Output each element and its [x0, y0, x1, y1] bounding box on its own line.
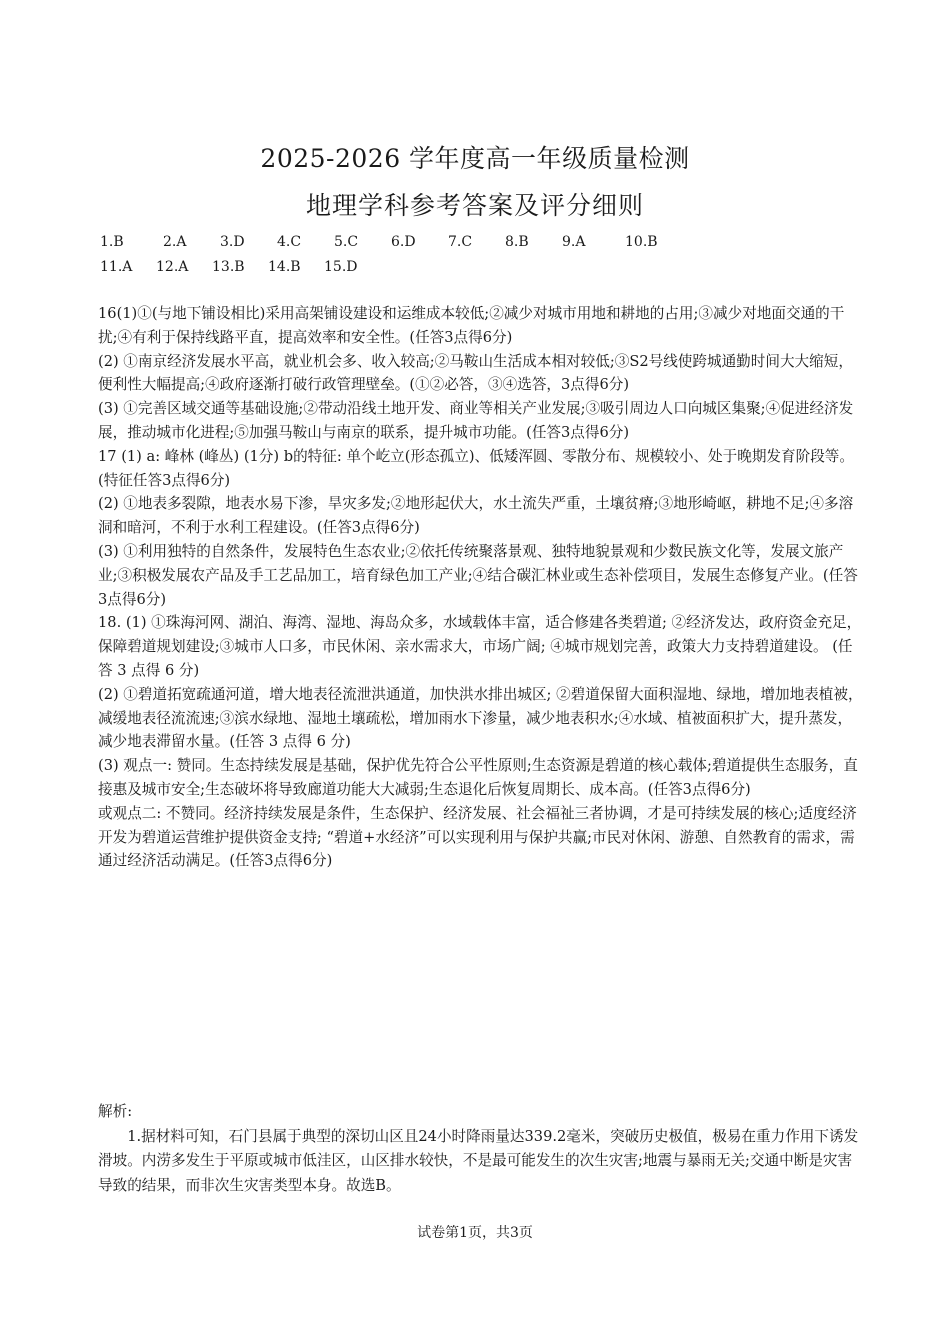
- mc-answer: 8.B: [505, 234, 529, 250]
- answer-paragraph: (3) 观点一: 赞同。生态持续发展是基础，保护优先符合公平性原则;生态资源是碧道的核心载体;碧道提供生态服务，直接惠及城市安全;生态破坏将导致廊道功能大大减弱;生态退化后恢复周期长、成本高。(任答3点得6分): [98, 757, 858, 798]
- answer-paragraph: 17 (1) a: 峰林 (峰丛) (1分) b的特征: 单个屹立(形态孤立)、低矮浑圆、零散分布、规模较小、处于晚期发育阶段等。(特征任答3点得6分): [98, 447, 854, 489]
- mc-answer: 2.A: [163, 234, 187, 250]
- mc-answer: 15.D: [324, 259, 358, 275]
- answer-paragraph: 16(1)①(与地下铺设相比)采用高架铺设建设和运维成本较低;②减少对城市用地和耕地的占用;③减少对地面交通的干扰;④有利于保持线路平直，提高效率和安全性。(任答3点得6分): [98, 305, 845, 346]
- mc-answer: 12.A: [156, 259, 189, 275]
- answer-paragraph: (2) ①碧道拓宽疏通河道，增大地表径流泄洪通道，加快洪水排出城区; ②碧道保留大面积湿地、绿地，增加地表植被，减缓地表径流流速;③滨水绿地、湿地土壤疏松，增加雨水下渗量，减少地表积水;④水域、植被面积扩大，提升蒸发，减少地表滞留水量。(任答 3 点得 6 分): [98, 685, 863, 751]
- analysis-heading: 解析:: [98, 1103, 133, 1120]
- answer-paragraph: (3) ①完善区域交通等基础设施;②带动沿线土地开发、商业等相关产业发展;③吸引周边人口向城区集聚;④促进经济发展，推动城市化进程;⑤加强马鞍山与南京的联系，提升城市功能。(任答3点得6分): [98, 400, 854, 441]
- mc-answer: 11.A: [100, 259, 133, 275]
- mc-answer: 3.D: [220, 234, 245, 250]
- mc-answer: 14.B: [268, 259, 301, 275]
- answer-paragraph: 18. (1) ①珠海河网、湖泊、海湾、湿地、海岛众多，水域载体丰富，适合修建各类碧道; ②经济发达，政府资金充足，保障碧道规划建设;③城市人口多，市民休闲、亲水需求大，市场广阔; ④城市规划完善，政策大力支持碧道建设。 (任答 3 点得 6 分): [98, 614, 862, 679]
- mc-answer: 9.A: [562, 234, 586, 250]
- mc-answer: 1.B: [100, 234, 124, 250]
- analysis-paragraph: 1.据材料可知，石门县属于典型的深切山区且24小时降雨量达339.2毫米，突破历史极值，极易在重力作用下诱发滑坡。内涝多发生于平原或城市低洼区，山区排水较快，不是最可能发生的次生灾害;地震与暴雨无关;交通中断是灾害导致的结果，而非次生灾害类型本身。故选B。: [98, 1127, 859, 1194]
- answer-paragraph: (3) ①利用独特的自然条件，发展特色生态农业;②依托传统聚落景观、独特地貌景观和少数民族文化等，发展文旅产业;③积极发展农产品及手工艺品加工，培育绿色加工产业;④结合碳汇林业或生态补偿项目，发展生态修复产业。(任答3点得6分): [98, 542, 858, 608]
- mc-answer: 10.B: [625, 234, 658, 250]
- analysis-section: [98, 1100, 863, 1198]
- mc-answer: 7.C: [448, 234, 473, 250]
- answer-section: [98, 302, 863, 873]
- mc-answer: 6.D: [391, 234, 416, 250]
- mc-answer: 13.B: [212, 259, 245, 275]
- page-subtitle: 地理学科参考答案及评分细则: [305, 191, 644, 220]
- answer-paragraph: (2) ①南京经济发展水平高，就业机会多、收入较高;②马鞍山生活成本相对较低;③S2号线使跨城通勤时间大大缩短，便利性大幅提高;④政府逐渐打破行政管理壁垒。(①②必答，③④选答，3点得6分): [98, 352, 853, 394]
- page-title: 2025-2026 学年度高一年级质量检测: [260, 144, 690, 173]
- mc-answer: 5.C: [334, 234, 359, 250]
- answer-paragraph: 或观点二: 不赞同。经济持续发展是条件，生态保护、经济发展、社会福祉三者协调，才是可持续发展的核心;适度经济开发为碧道运营维护提供资金支持; “碧道+水经济”可以实现利用与保护共赢;市民对休闲、游憩、自然教育的需求，需通过经济活动满足。(任答3点得6分): [98, 804, 857, 870]
- answer-paragraph: (2) ①地表多裂隙，地表水易下渗，旱灾多发;②地形起伏大，水土流失严重，土壤贫瘠;③地形崎岖，耕地不足;④多溶洞和暗河，不利于水利工程建设。(任答3点得6分): [98, 495, 854, 537]
- mc-answer: 4.C: [277, 234, 302, 250]
- page-footer: 试卷第1页，共3页: [417, 1225, 533, 1241]
